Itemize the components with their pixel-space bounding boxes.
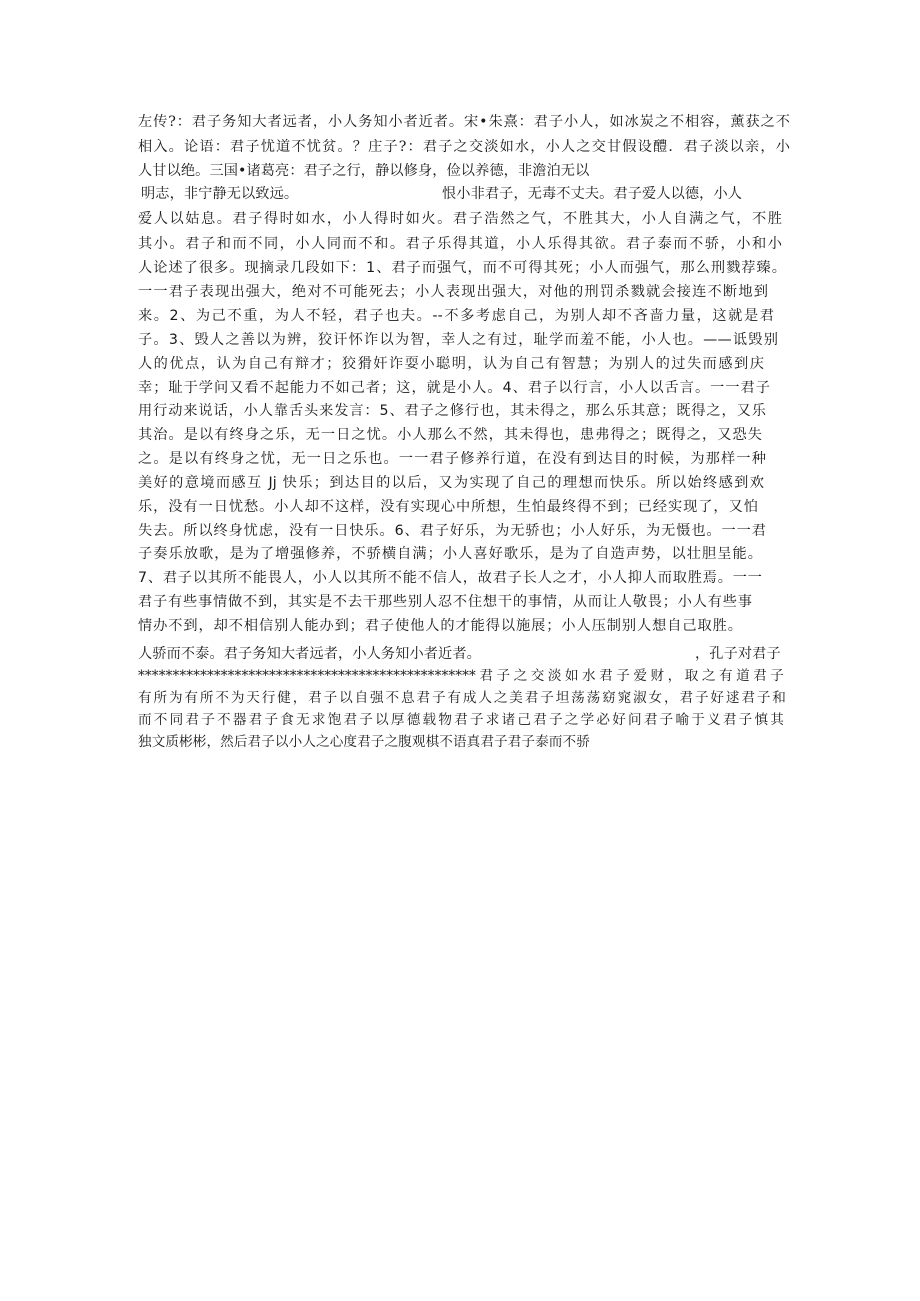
text-line: *************************************************君子之交淡如水君子爱财，取之有道君子: [138, 668, 784, 684]
text-line: 子。3、毁人之善以为辨，狡讦怀诈以为智，幸人之有过，耻学而羞不能，小人也。——诋毁别: [138, 332, 778, 348]
text-line-right: ，孔子对君子: [695, 646, 781, 662]
text-line: 人甘以绝。三国•诸葛亮：君子之行，静以修身，俭以养德，非澹泊无以: [138, 163, 590, 179]
text-line: 情办不到，却不相信别人能办到；君子使他人的才能得以施展；小人压制别人想自己取胜。: [138, 618, 742, 634]
text-line: 失去。所以终身忧虑，没有一日快乐。6、君子好乐，为无骄也；小人好乐，为无慑也。一一君: [138, 523, 766, 539]
text-line: 君子有些事情做不到，其实是不去干那些别人忍不住想干的事情，从而让人敬畏；小人有些事: [138, 594, 752, 610]
text-line-left: 人骄而不泰。君子务知大者远者，小人务知小者近者。: [138, 646, 481, 662]
text-line: 左传?：君子务知大者远者，小人务知小者近者。宋•朱熹：君子小人，如冰炭之不相容，薰获之不: [138, 114, 790, 130]
text-line: 人论述了很多。现摘录几段如下：1、君子而强气，而不可得其死；小人而强气，那么刑戮荐臻。: [138, 260, 786, 276]
text-line: 用行动来说话，小人靠舌头来发言：5、君子之修行也，其未得之，那么乐其意；既得之，又乐: [138, 403, 766, 419]
text-line-left: 明志，非宁静无以致远。: [141, 186, 299, 202]
text-line: 而不同君子不器君子食无求饱君子以厚德载物君子求诸己君子之学必好问君子喻于义君子慎其: [138, 712, 784, 728]
text-line: 一一君子表现出强大，绝对不可能死去；小人表现出强大，对他的刑罚杀戮就会接连不断地到: [138, 284, 768, 300]
text-line: 爱人以姑息。君子得时如水，小人得时如火。君子浩然之气，不胜其大，小人自满之气，不胜: [138, 211, 782, 227]
text-line: 幸；耻于学问又看不起能力不如己者；这，就是小人。4、君子以行言，小人以舌言。一一君子: [138, 380, 770, 396]
text-line: 人的优点，认为自己有辩才；狡猾奸诈耍小聪明，认为自己有智慧；为别人的过失而感到庆: [138, 356, 764, 372]
text-line: 来。2、为己不重，为人不轻，君子也夫。--不多考虑自己，为别人却不吝啬力量，这就是君: [138, 308, 774, 324]
text-line: 7、君子以其所不能畏人，小人以其所不能不信人，故君子长人之才，小人抑人而取胜焉。一一: [138, 570, 762, 586]
text-line: 独文质彬彬，然后君子以小人之心度君子之腹观棋不语真君子君子泰而不骄: [138, 734, 590, 750]
text-line: 其小。君子和而不同，小人同而不和。君子乐得其道，小人乐得其欲。君子泰而不骄，小和小: [138, 236, 782, 252]
text-line: 子奏乐放歌，是为了增强修养，不骄横自满；小人喜好歌乐，是为了自造声势，以壮胆呈能。: [138, 546, 762, 562]
text-line: 相入。论语：君子忧道不忧贫。？庄子?：君子之交淡如水，小人之交甘假设醴．君子淡以亲，小: [138, 139, 790, 155]
text-line: 乐，没有一日忧愁。小人却不这样，没有实现心中所想，生怕最终得不到；已经实现了，又怕: [138, 499, 758, 515]
text-line: 美好的意境而感互 Jj 快乐；到达目的以后，又为实现了自己的理想而快乐。所以始终感到欢: [138, 475, 764, 491]
text-line: 有所为有所不为天行健，君子以自强不息君子有成人之美君子坦荡荡窈窕淑女，君子好逑君子和: [138, 690, 786, 706]
text-line: 其治。是以有终身之乐，无一日之忧。小人那么不然，其未得也，患弗得之；既得之，又恐失: [138, 427, 762, 443]
text-line: 之。是以有终身之忧，无一日之乐也。一一君子修养行道，在没有到达目的时候，为那样一种: [138, 451, 766, 467]
text-line-right: 恨小非君子，无毒不丈夫。君子爱人以德，小人: [442, 186, 743, 202]
